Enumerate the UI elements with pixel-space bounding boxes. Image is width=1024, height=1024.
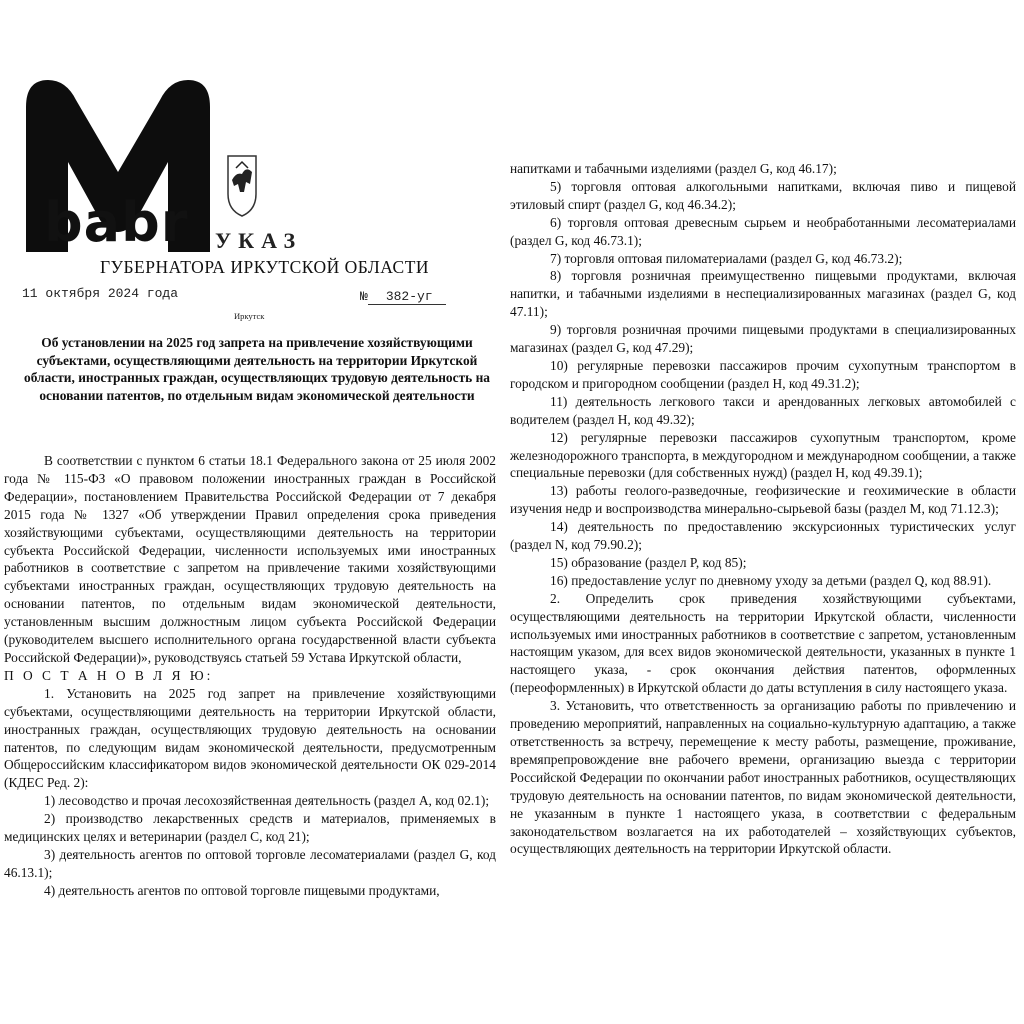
authority-title: ГУБЕРНАТОРА ИРКУТСКОЙ ОБЛАСТИ (100, 257, 430, 277)
sub-item-13: 13) работы геолого-разведочные, геофизические и геохимические в области изучения недр и воспроизводства минерально-сырьевой базы (раздел M, код 71.12.3); (510, 483, 1016, 517)
sub-item-2: 2) производство лекарственных средств и материалов, применяемых в медицинских целях и ветеринарии (раздел C, код 21); (4, 811, 496, 845)
decree-word: П О С Т А Н О В Л Я Ю: (4, 667, 214, 683)
item-1: 1. Установить на 2025 год запрет на привлечение хозяйствующими субъектами, осуществляющими деятельность на территории Иркутской области, иностранных граждан, осуществляющих трудовую деятельность на основании патентов, по следующим видам экономической деятельности, предусмотренным Общероссийским классификатором видов экономической деятельности ОК 029-2014 (КДЕС Ред. 2): (4, 685, 496, 791)
item-3: 3. Установить, что ответственность за организацию работы по привлечению и проведению мероприятий, направленных на социально-культурную адаптацию, а также ответственность за встречу, перемещение к месту работы, размещение, проживание, времяпрепровождение вне рабочего времени, организацию выезда с территории Российской Федерации по окончании работ иностранных работников, осуществляющих трудовую деятельность на основании патентов, по видам экономической деятельности, не указанным в пункте 1 настоящего указа, в соответствии с федеральным законодательством возлагается на их работодателей – хозяйствующих субъектов, осуществляющих деятельность на территории Иркутской области. (510, 698, 1016, 857)
sub-item-11: 11) деятельность легкового такси и арендованных легковых автомобилей с водителем (раздел H, код 49.32); (510, 393, 1016, 427)
decree-title: Об установлении на 2025 год запрета на привлечение хозяйствующими субъектами, осуществляющими деятельность на территории Иркутской области, иностранных граждан, осуществляющих трудовую деятельность на основании патентов, по отдельным видам экономической деятельности (24, 335, 490, 403)
sub-item-4-start: 4) деятельность агентов по оптовой торговле пищевыми продуктами, (44, 882, 440, 898)
right-column (510, 160, 1016, 858)
doc-type: УКАЗ (215, 228, 303, 253)
decree-number-block (360, 289, 460, 305)
sub-item-3: 3) деятельность агентов по оптовой торговле лесоматериалами (раздел G, код 46.13.1); (4, 846, 496, 880)
sub-item-1: 1) лесоводство и прочая лесохозяйственная деятельность (раздел A, код 02.1); (44, 793, 490, 809)
left-column (4, 452, 496, 900)
logo-text: babr (44, 191, 189, 254)
sub-item-16: 16) предоставление услуг по дневному уходу за детьми (раздел Q, код 88.91). (550, 572, 992, 588)
preamble: В соответствии с пунктом 6 статьи 18.1 Федерального закона от 25 июля 2002 года № 115-ФЗ «О правовом положении иностранных граждан в Российской Федерации», постановлением Правительства Российской Федерации от 7 декабря 2015 года № 1327 «Об утверждении Правил определения срока приведения хозяйствующими субъектами, осуществляющими деятельность на территории субъекта Российской Федерации, численности используемых ими иностранных работников в соответствие с запретом на привлечение такими хозяйствующими субъектами иностранных граждан, осуществляющих трудовую деятельность на основании патентов, по отдельным видам экономической деятельности, установленным высшим должностным лицом субъекта Российской Федерации (руководителем высшего исполнительного органа государственной власти субъекта Российской Федерации)», руководствуясь статьей 59 Устава Иркутской области, (4, 453, 496, 665)
sub-item-5: 5) торговля оптовая алкогольными напитками, включая пиво и пищевой этиловый спирт (раздел G, код 46.34.2); (510, 178, 1016, 212)
decree-number: 382-уг (368, 289, 446, 305)
sub-item-15: 15) образование (раздел P, код 85); (550, 554, 747, 570)
sub-item-10: 10) регулярные перевозки пассажиров прочим сухопутным транспортом в городском и пригородном сообщении (раздел H, код 49.31.2); (510, 357, 1016, 391)
sub-item-6: 6) торговля оптовая древесным сырьем и необработанными лесоматериалами (раздел G, код 46.73.1); (510, 214, 1016, 248)
decree-date: 11 октября 2024 года (22, 286, 179, 301)
sub-item-14: 14) деятельность по предоставлению экскурсионных туристических услуг (раздел N, код 79.90.2); (510, 519, 1016, 553)
decree-city: Иркутск (234, 311, 265, 321)
sub-item-4-end: напитками и табачными изделиями (раздел G, код 46.17); (510, 161, 837, 176)
sub-item-8: 8) торговля розничная преимущественно пищевыми продуктами, включая напитки, и табачными изделиями в неспециализированных магазинах (раздел G, код 47.11); (510, 268, 1016, 320)
sub-item-9: 9) торговля розничная прочими пищевыми продуктами в специализированных магазинах (раздел G, код 47.29); (510, 322, 1016, 356)
coat-of-arms-icon (222, 150, 262, 218)
sub-item-7: 7) торговля оптовая пиломатериалами (раздел G, код 46.73.2); (550, 250, 903, 266)
sub-item-12: 12) регулярные перевозки пассажиров сухопутным транспортом, кроме железнодорожного транспорта, в междугородном и международном сообщении, а также специальные перевозки (для собственных нужд) (раздел H, код 49.39.1); (510, 429, 1016, 481)
number-sign: № (360, 289, 368, 304)
item-2: 2. Определить срок приведения хозяйствующими субъектами, осуществляющими деятельность на территории Иркутской области, численности используемых ими иностранных работников в соответствие с запретом, установленным настоящим указом, для всех видов экономической деятельности, указанных в пункте 1 настоящего указа, - срок окончания действия патентов, оформленных (переоформленных) в Иркутской области до даты вступления в силу настоящего указа. (510, 590, 1016, 696)
